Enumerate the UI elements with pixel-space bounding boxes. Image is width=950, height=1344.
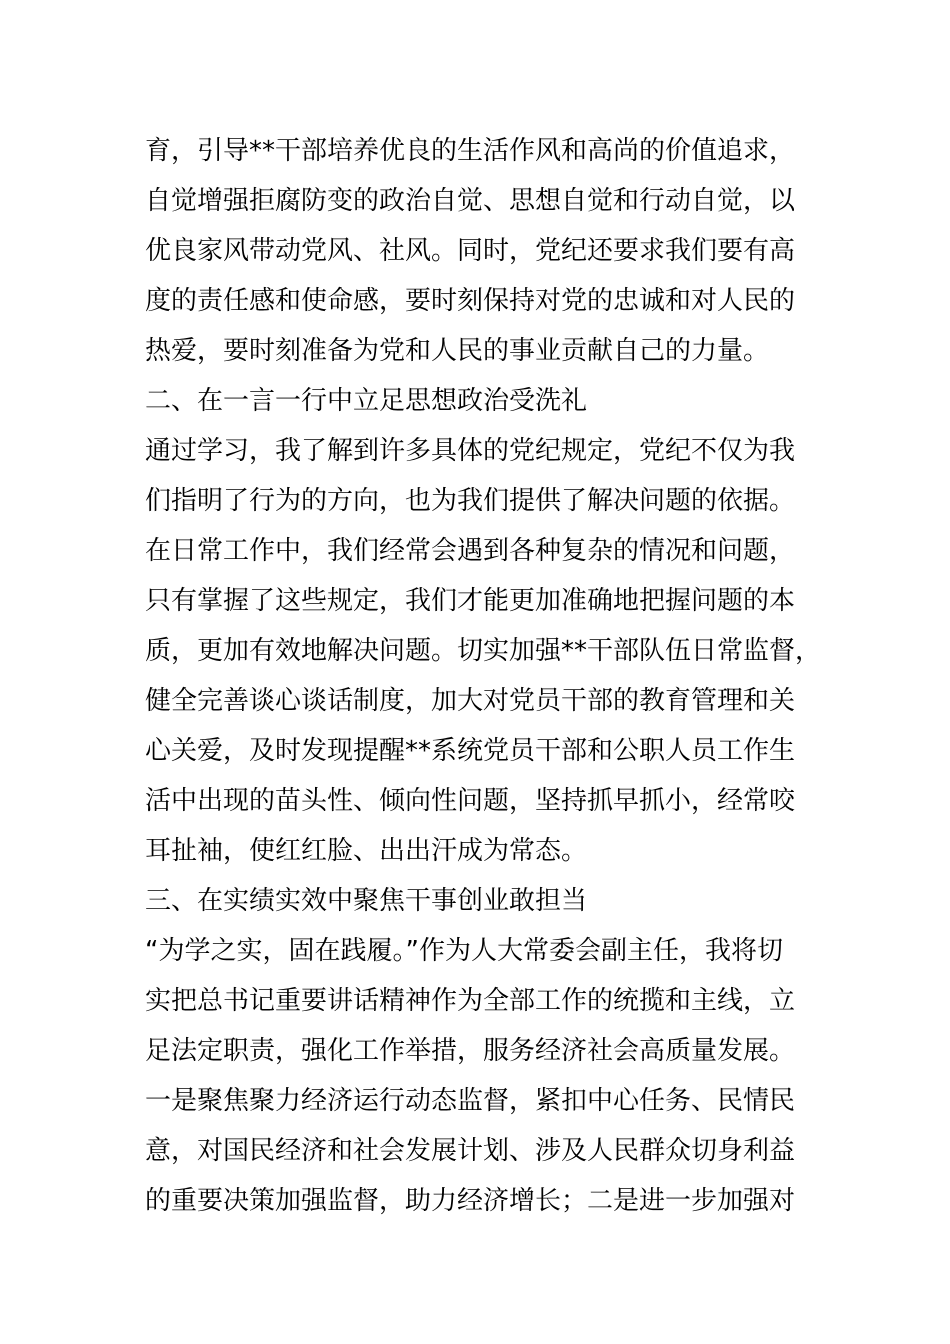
text-line: 活中出现的苗头性、倾向性问题，坚持抓早抓小，经常咬: [145, 786, 796, 816]
text-line: 度的责任感和使命感，要时刻保持对党的忠诚和对人民的: [145, 286, 796, 316]
text-line: 意，对国民经济和社会发展计划、涉及人民群众切身利益: [145, 1136, 796, 1166]
section-heading-2: 二、在一言一行中立足思想政治受洗礼: [145, 386, 588, 416]
text-line: “为学之实，固在践履。”作为人大常委会副主任，我将切: [145, 936, 783, 966]
text-line: 健全完善谈心谈话制度，加大对党员干部的教育管理和关: [145, 686, 796, 716]
text-line: 通过学习，我了解到许多具体的党纪规定，党纪不仅为我: [145, 436, 796, 466]
text-line: 质，更加有效地解决问题。切实加强**干部队伍日常监督，: [145, 636, 822, 666]
text-line: 在日常工作中，我们经常会遇到各种复杂的情况和问题，: [145, 536, 796, 566]
text-line: 热爱，要时刻准备为党和人民的事业贡献自己的力量。: [145, 336, 770, 366]
text-line: 育，引导**干部培养优良的生活作风和高尚的价值追求，: [145, 136, 796, 166]
text-line: 自觉增强拒腐防变的政治自觉、思想自觉和行动自觉，以: [145, 186, 796, 216]
text-line: 实把总书记重要讲话精神作为全部工作的统揽和主线，立: [145, 986, 796, 1016]
text-line: 优良家风带动党风、社风。同时，党纪还要求我们要有高: [145, 236, 796, 266]
text-line: 心关爱，及时发现提醒**系统党员干部和公职人员工作生: [145, 736, 796, 766]
text-line: 足法定职责，强化工作举措，服务经济社会高质量发展。: [145, 1036, 796, 1066]
text-line: 一是聚焦聚力经济运行动态监督，紧扣中心任务、民情民: [145, 1086, 796, 1116]
text-line: 只有掌握了这些规定，我们才能更加准确地把握问题的本: [145, 586, 796, 616]
document-body: [145, 126, 825, 1226]
text-line: 耳扯袖，使红红脸、出出汗成为常态。: [145, 836, 588, 866]
section-heading-3: 三、在实绩实效中聚焦干事创业敢担当: [145, 886, 588, 916]
text-line: 的重要决策加强监督，助力经济增长；二是进一步加强对: [145, 1186, 796, 1216]
text-line: 们指明了行为的方向，也为我们提供了解决问题的依据。: [145, 486, 796, 516]
